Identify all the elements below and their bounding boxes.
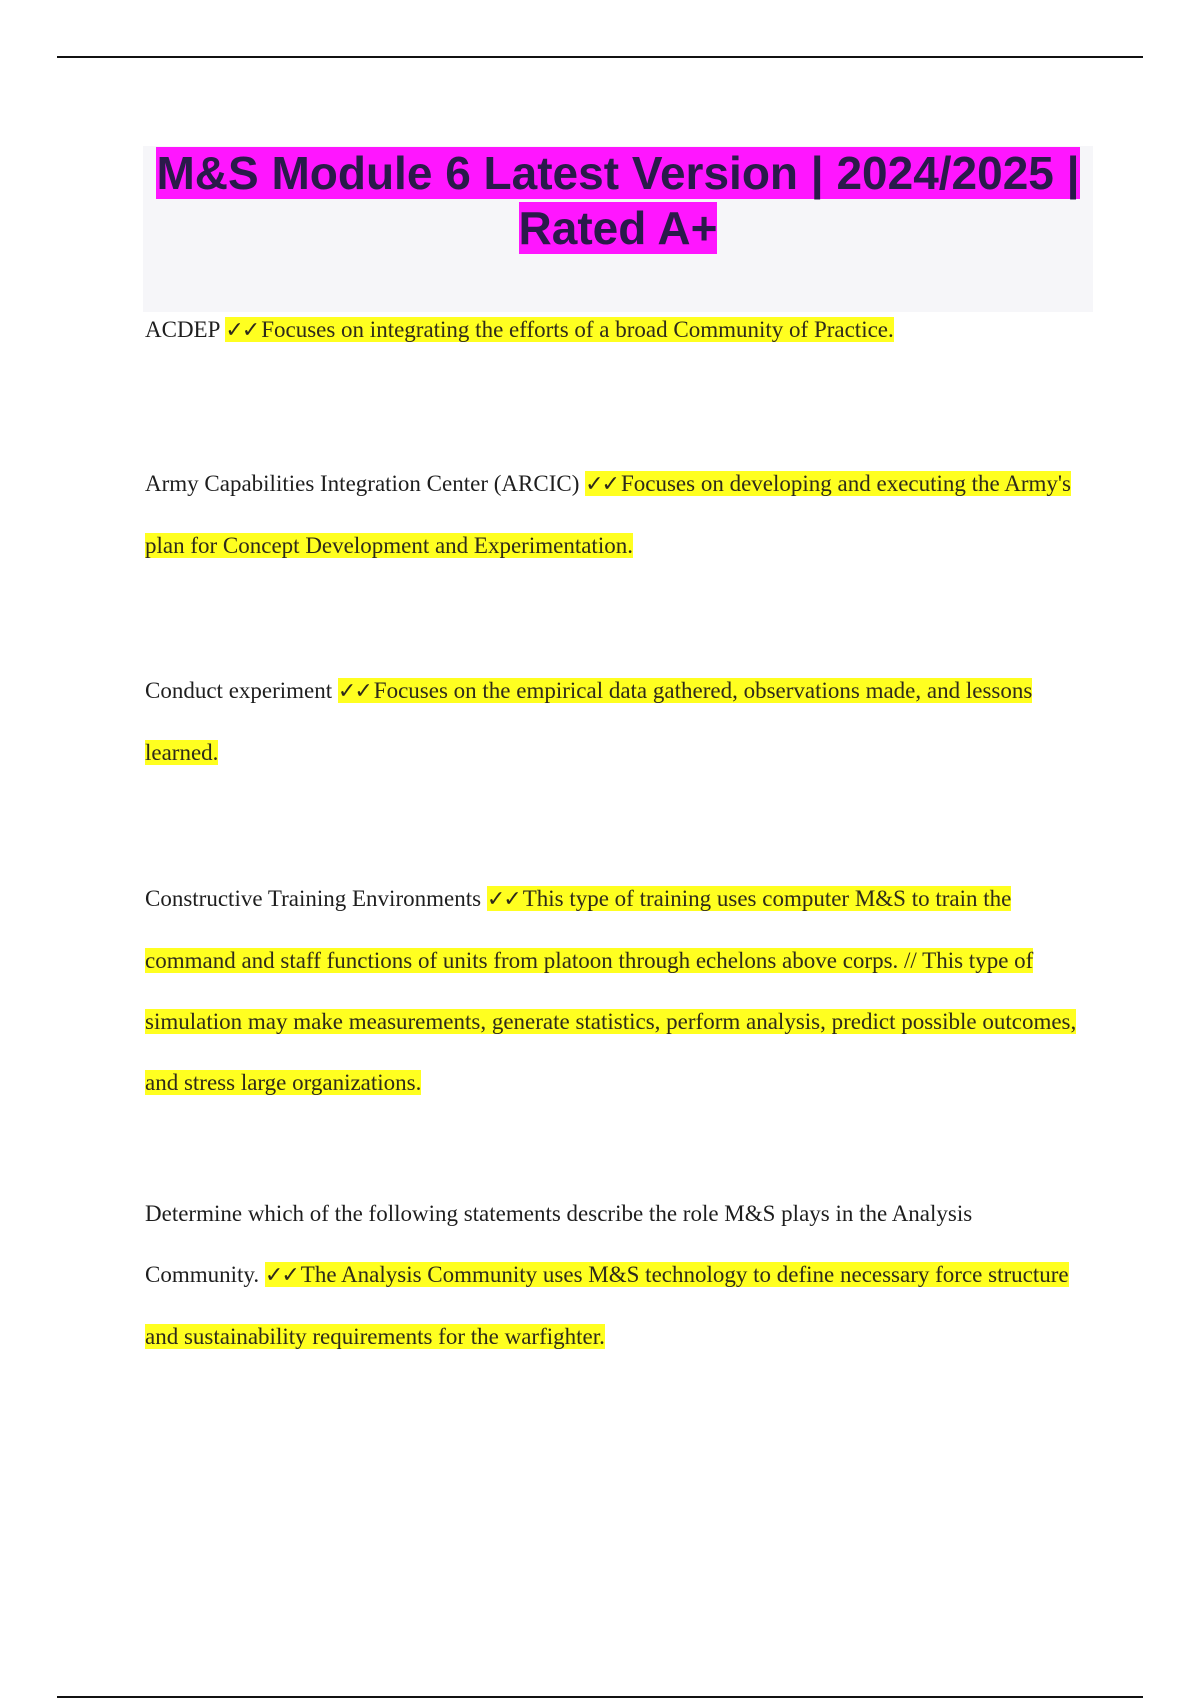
qa-entry-acdep xyxy=(145,312,1085,349)
answer-text: Focuses on integrating the efforts of a broad Community of Practice. xyxy=(261,317,894,342)
top-divider xyxy=(57,56,1143,58)
answer-text: This type of training uses computer M&S to train the command and staff functions of units from platoon through echelons above corps. // This type of simulation may make measurements, generate statistics, perform analysis, predict possible outcomes, and stress large organizations. xyxy=(145,886,1077,1095)
double-check-icon: ✓✓ xyxy=(337,679,371,704)
answer-highlight xyxy=(145,886,1076,1095)
double-check-icon: ✓✓ xyxy=(585,472,618,497)
question-text: Conduct experiment xyxy=(145,678,333,703)
double-check-icon: ✓✓ xyxy=(486,887,520,912)
qa-entry-constructive-training xyxy=(145,868,1085,1113)
question-text: Constructive Training Environments xyxy=(145,886,482,911)
double-check-icon: ✓✓ xyxy=(264,1263,298,1288)
answer-highlight xyxy=(225,317,893,342)
document-title-highlight: M&S Module 6 Latest Version | 2024/2025 | Rated A+ xyxy=(156,147,1080,254)
answer-text: Focuses on developing and executing the Army's plan for Concept Development and Experimentation. xyxy=(145,471,1071,558)
question-text: Army Capabilities Integration Center (ARCIC) xyxy=(145,471,580,496)
double-check-icon: ✓✓ xyxy=(225,318,259,343)
question-text: Determine which of the following statements describe the role M&S plays in the Analysis Community. xyxy=(145,1201,973,1287)
bottom-divider xyxy=(57,1696,1143,1698)
title-block xyxy=(143,146,1093,312)
answer-highlight xyxy=(145,1262,1069,1349)
qa-entry-analysis-community xyxy=(145,1183,1085,1367)
document-title xyxy=(143,146,1093,256)
question-text: ACDEP xyxy=(145,317,220,342)
answer-text: The Analysis Community uses M&S technology to define necessary force structure and sustainability requirements for the warfighter. xyxy=(145,1262,1069,1349)
qa-entry-conduct-experiment xyxy=(145,660,1085,783)
qa-entry-arcic xyxy=(145,453,1085,576)
answer-text: Focuses on the empirical data gathered, observations made, and lessons learned. xyxy=(145,678,1033,765)
